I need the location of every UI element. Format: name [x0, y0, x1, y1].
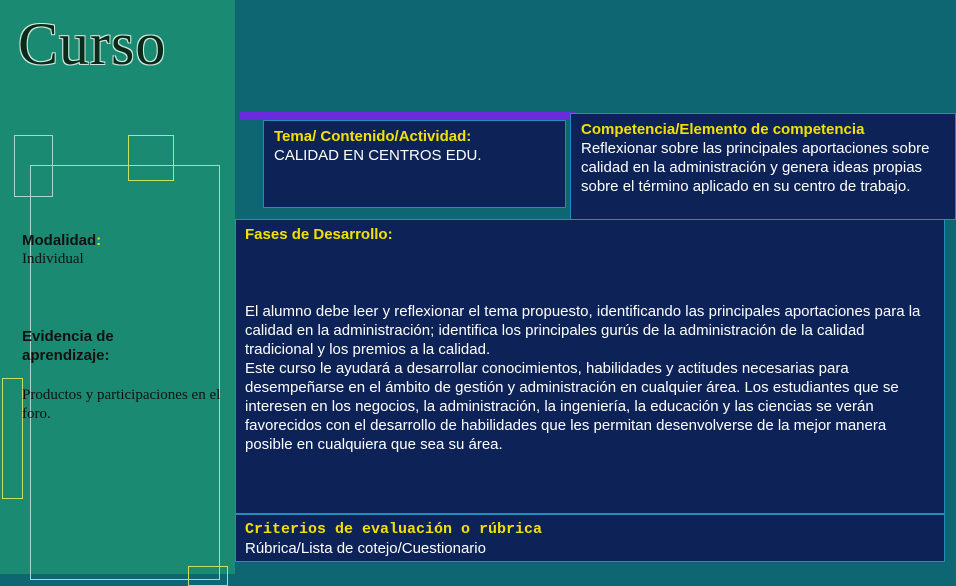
criterios-label: Criterios de evaluación o rúbrica [245, 521, 543, 538]
criterios-box [235, 514, 945, 562]
modalidad-label-text: Modalidad [22, 232, 97, 249]
modalidad-value: Individual [22, 251, 84, 267]
fases-paragraph-2: Este curso le ayudará a desarrollar conocimientos, habilidades y actitudes necesarias para desempeñarse en el ámbito de gestión y administración en cualquier área. Los estudiantes que se interesen en los negocios, la administración, la ingeniería, la educación y las ciencias se verán favorecidos con el desarrollo de habilidades que les permitan desenvolverse de la mejor manera posible en cualquiera que sea su área. [245, 360, 899, 453]
fases-box [235, 219, 945, 514]
purple-accent-bar [240, 112, 575, 120]
modalidad-colon: : [96, 232, 102, 249]
tema-value: CALIDAD EN CENTROS EDU. [274, 147, 482, 164]
criterios-value: Rúbrica/Lista de cotejo/Cuestionario [245, 540, 486, 557]
competencia-label: Competencia/Elemento de competencia [581, 121, 865, 138]
fases-label: Fases de Desarrollo: [245, 226, 393, 243]
tema-box [263, 120, 566, 208]
evidencia-label: Evidencia de aprendizaje: [22, 328, 114, 364]
tema-label: Tema/ Contenido/Actividad: [274, 128, 472, 145]
decorative-bar [2, 378, 23, 499]
fases-paragraph-1: El alumno debe leer y reflexionar el tema propuesto, identificando las principales aportaciones para la calidad en la administración; identifica los principales gurús de la administración de la calidad tradicional y los premios a la calidad. [245, 303, 921, 358]
page-title: Curso [18, 11, 167, 77]
decorative-frame [30, 165, 220, 580]
evidencia-value: Productos y participaciones en el foro. [22, 387, 221, 422]
competencia-box [570, 113, 956, 220]
modalidad-label [22, 232, 101, 249]
decorative-square-3 [188, 566, 228, 586]
competencia-value: Reflexionar sobre las principales aportaciones sobre calidad en la administración y genera ideas propias sobre el término aplicado en su centro de trabajo. [581, 140, 930, 195]
